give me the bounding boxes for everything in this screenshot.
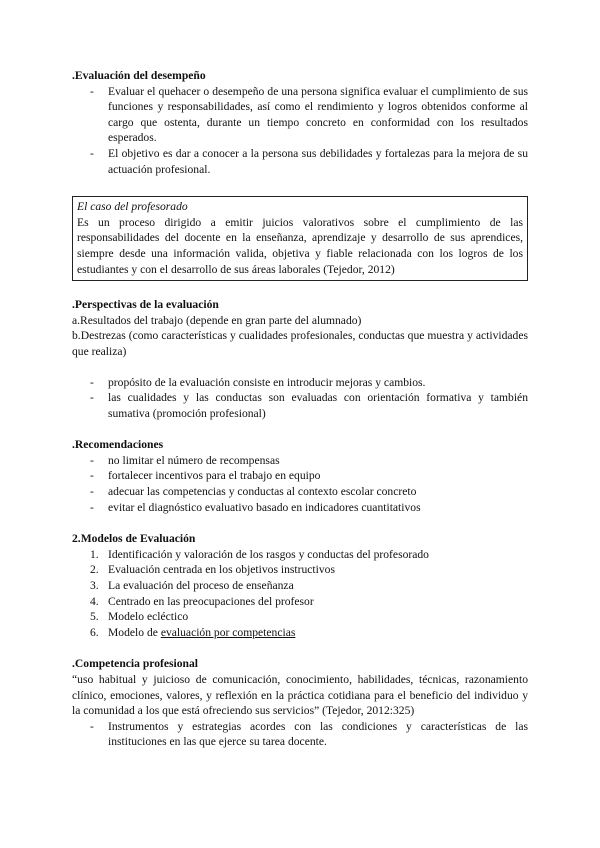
- item-number: 6.: [90, 625, 99, 639]
- box-title: El caso del profesorado: [77, 200, 188, 214]
- list-item: [72, 625, 528, 641]
- list-item: - propósito de la evaluación consiste en introducir mejoras y cambios.: [72, 375, 528, 391]
- evaluacion-list: [72, 84, 528, 178]
- list-item: - adecuar las competencias y conductas al contexto escolar concreto: [72, 484, 528, 500]
- section-title-competencia: .Competencia profesional: [72, 657, 199, 671]
- definition-box: [72, 196, 528, 281]
- box-text: Es un proceso dirigido a emitir juicios valorativos sobre el cumplimiento de las responsabilidades del docente en la enseñanza, aprendizaje y desarrollo de sus aprendices, siempre desde una información valida, objetiva y fiable relacionada con los logros de los estudiantes y con el desarrollo de sus áreas laborales (Tejedor, 2012): [77, 215, 523, 276]
- item-number: 3.: [90, 579, 99, 593]
- item-text: Modelo ecléctico: [108, 610, 189, 624]
- item-number: 1.: [90, 547, 99, 561]
- list-item: [72, 562, 528, 578]
- list-item: - evitar el diagnóstico evaluativo basado en indicadores cuantitativos: [72, 500, 528, 516]
- list-item: - Evaluar el quehacer o desempeño de una persona significa evaluar el cumplimiento de sus funciones y responsabilidades, así como el rendimiento y logros obtenidos conforme al cargo que ostenta, durante un tiempo concreto en conformidad con los resultados esperados.: [72, 84, 528, 146]
- section-title-modelos: 2.Modelos de Evaluación: [72, 532, 196, 546]
- list-item: [72, 547, 528, 563]
- competencia-list: [72, 719, 528, 750]
- list-item: - Instrumentos y estrategias acordes con las condiciones y características de las instituciones en las que ejerce su tarea docente.: [72, 719, 528, 750]
- modelos-list: [72, 547, 528, 641]
- item-number: 5.: [90, 610, 99, 624]
- list-item: [72, 578, 528, 594]
- list-item: - fortalecer incentivos para el trabajo en equipo: [72, 468, 528, 484]
- perspectivas-list: [72, 375, 528, 422]
- recomendaciones-list: [72, 453, 528, 515]
- document-page: [72, 68, 528, 750]
- list-item: - no limitar el número de recompensas: [72, 453, 528, 469]
- list-item: - las cualidades y las conductas son evaluadas con orientación formativa y también sumativa (promoción profesional): [72, 390, 528, 421]
- item-text: Identificación y valoración de los rasgos y conductas del profesorado: [108, 547, 429, 561]
- perspectiva-a: a.Resultados del trabajo (depende en gran parte del alumnado): [72, 313, 362, 327]
- competencia-quote: “uso habitual y juicioso de comunicación, conocimiento, habilidades, técnicas, razonamiento clínico, emociones, valores, y reflexión en la práctica cotidiana para el beneficio del individuo y la comunidad a los que está ofreciendo sus servicios” (Tejedor, 2012:325): [72, 673, 528, 718]
- list-item: - El objetivo es dar a conocer a la persona sus debilidades y fortalezas para la mejora de su actuación profesional.: [72, 146, 528, 177]
- item-text: Evaluación centrada en los objetivos instructivos: [108, 563, 335, 577]
- section-title-perspectivas: .Perspectivas de la evaluación: [72, 298, 219, 312]
- item-number: 2.: [90, 563, 99, 577]
- list-item: [72, 594, 528, 610]
- item-number: 4.: [90, 594, 99, 608]
- section-title-recomendaciones: .Recomendaciones: [72, 438, 164, 452]
- item-text: Centrado en las preocupaciones del profesor: [108, 594, 314, 608]
- underlined-term: evaluación por competencias: [160, 625, 296, 639]
- list-item: [72, 609, 528, 625]
- perspectiva-b: b.Destrezas (como características y cualidades profesionales, conductas que muestra y actividades que realiza): [72, 329, 528, 358]
- section-title-evaluacion: .Evaluación del desempeño: [72, 69, 206, 82]
- item-text: Modelo de: [108, 625, 161, 639]
- item-text: La evaluación del proceso de enseñanza: [108, 579, 294, 593]
